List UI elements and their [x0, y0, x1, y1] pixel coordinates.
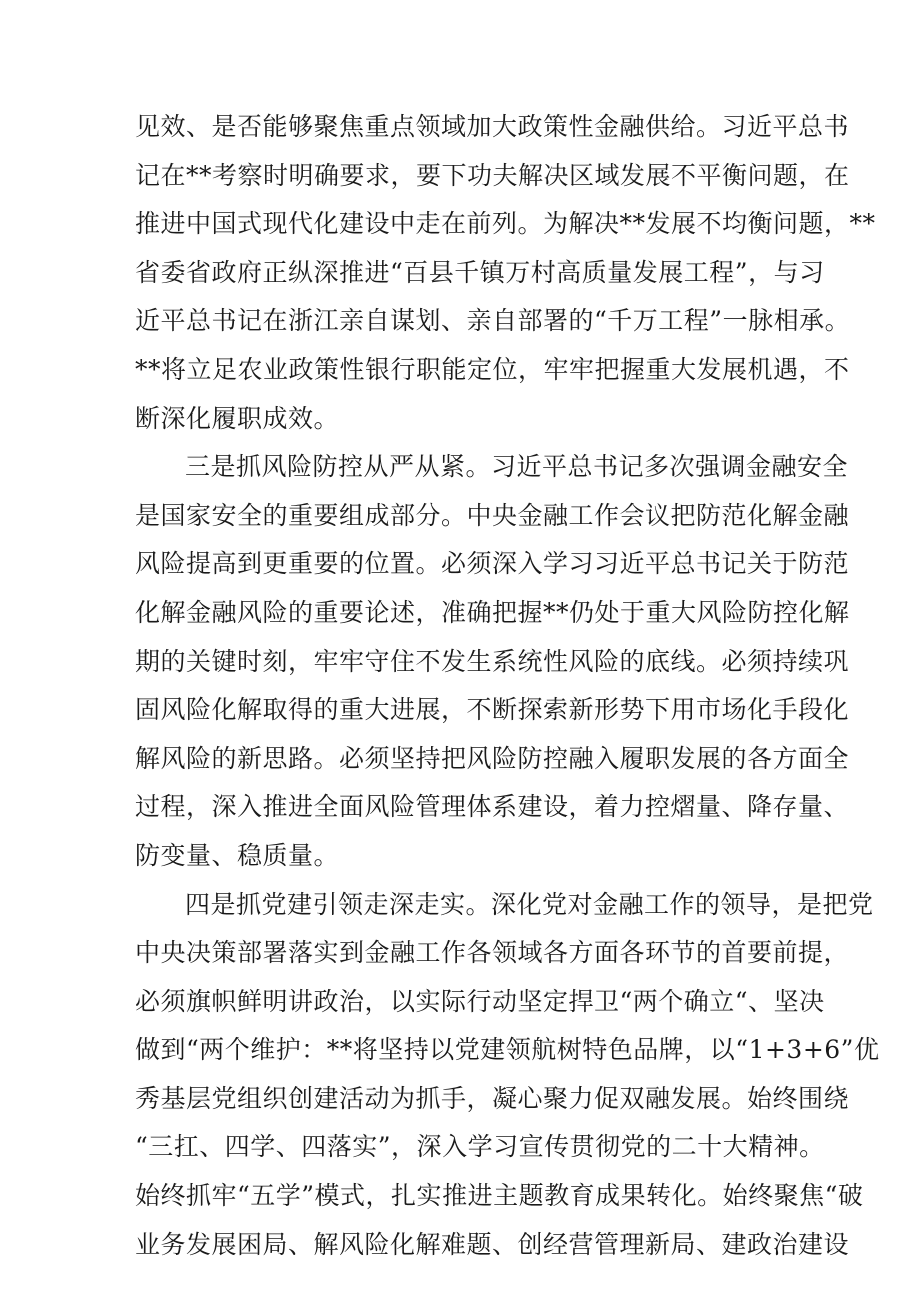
paragraph-first-line: 三是抓风险防控从严从紧。习近平总书记多次强调金融安全: [185, 452, 849, 482]
text-line: 近平总书记在浙江亲自谋划、亲自部署的“千万工程”一脉相承。: [135, 306, 851, 336]
text-line: 是国家安全的重要组成部分。中央金融工作会议把防范化解金融: [135, 500, 850, 530]
text-line: “三扛、四学、四落实”，深入学习宣传贯彻党的二十大精神。: [135, 1132, 825, 1162]
text-line: 见效、是否能够聚焦重点领域加大政策性金融供给。习近平总书: [135, 112, 850, 141]
text-line: 过程，深入推进全面风险管理体系建设，着力控熠量、降存量、: [135, 792, 850, 822]
text-line: 解风险的新思路。必须坚持把风险防控融入履职发展的各方面全: [135, 743, 850, 773]
text-line: 断深化履职成效。: [135, 403, 340, 433]
text-line: 防变量、稳质量。: [135, 840, 340, 870]
text-line: 始终抓牢“五学”模式，扎实推进主题教育成果转化。始终聚焦“破: [135, 1181, 864, 1211]
text-line: 固风险化解取得的重大进展，不断探索新形势下用市场化手段化: [135, 695, 850, 725]
text-line: 化解金融风险的重要论述，准确把握**仍处于重大风险防控化解: [135, 597, 850, 627]
document-body: [135, 103, 880, 1269]
text-line: 业务发展困局、解风险化解难题、创经营管理新局、建政治建设: [135, 1229, 850, 1259]
text-line: 做到“两个维护：**将坚持以党建领航树特色品牌，以“1+3+6”优: [135, 1035, 880, 1065]
text-line: 必须旗帜鲜明讲政治，以实际行动坚定捍卫“两个确立“、坚决: [135, 986, 825, 1016]
text-line: 省委省政府正纵深推进“百县千镇万村高质量发展工程”，与习: [135, 257, 825, 287]
text-line: 中央决策部署落实到金融工作各领域各方面各环节的首要前提，: [135, 938, 850, 968]
text-line: 风险提高到更重要的位置。必须深入学习习近平总书记关于防范: [135, 549, 850, 579]
text-line: **将立足农业政策性银行职能定位，牢牢把握重大发展机遇，不: [135, 354, 850, 384]
paragraph-first-line: 四是抓党建引领走深走实。深化党对金融工作的领导，是把党: [185, 889, 874, 919]
text-line: 秀基层党组织创建活动为抓手，凝心聚力促双融发展。始终围绕: [135, 1083, 850, 1113]
text-line: 期的关键时刻，牢牢守住不发生系统性风险的底线。必须持续巩: [135, 646, 850, 676]
text-line: 记在**考察时明确要求，要下功夫解决区域发展不平衡问题，在: [135, 160, 850, 190]
text-line: 推进中国式现代化建设中走在前列。为解决**发展不均衡问题，**: [135, 209, 876, 239]
